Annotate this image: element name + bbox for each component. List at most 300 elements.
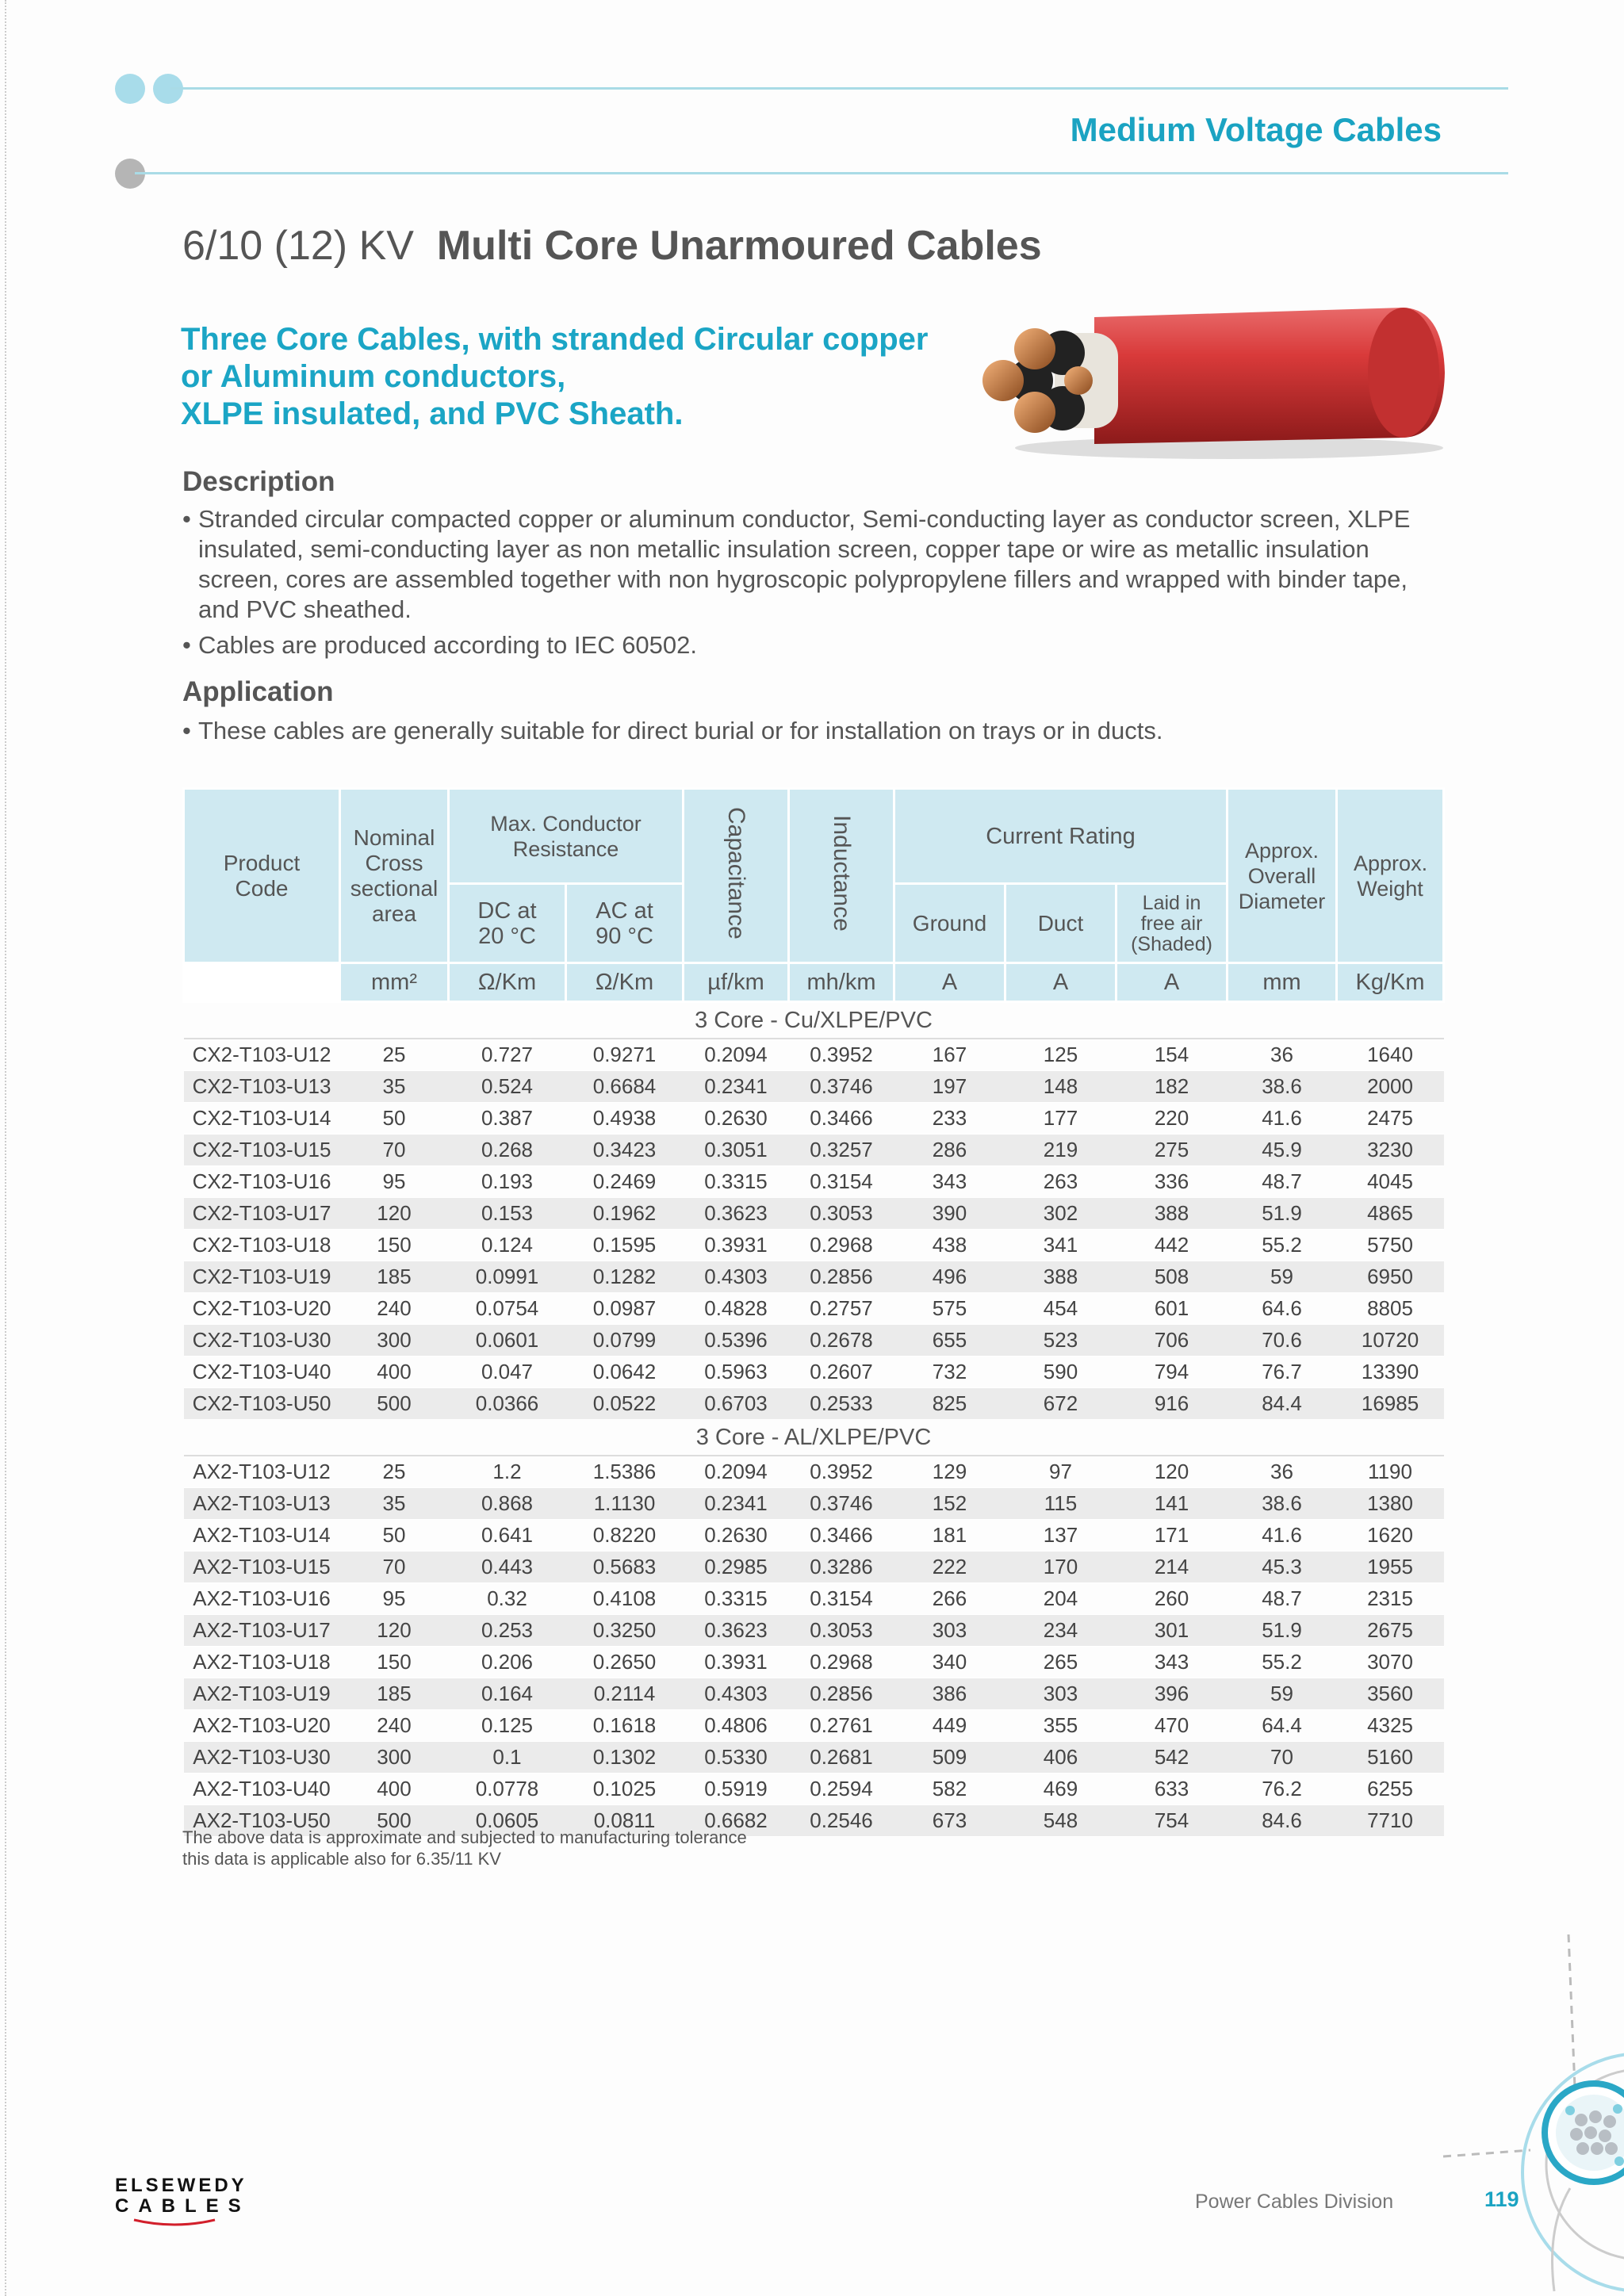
logo-line-2: CABLES <box>115 2195 251 2217</box>
table-cell: 6950 <box>1337 1261 1444 1293</box>
table-cell: 343 <box>894 1166 1005 1198</box>
table-cell: 120 <box>1116 1456 1228 1488</box>
table-cell: 0.193 <box>449 1166 566 1198</box>
elsewedy-logo <box>115 2175 251 2228</box>
table-row <box>184 1520 1444 1552</box>
table-cell: 70 <box>340 1135 449 1166</box>
table-cell: 141 <box>1116 1488 1228 1520</box>
product-code-cell: CX2-T103-U15 <box>184 1135 340 1166</box>
table-cell: 263 <box>1005 1166 1116 1198</box>
table-cell: 1.1130 <box>566 1488 684 1520</box>
table-cell: 41.6 <box>1228 1103 1337 1135</box>
table-cell: 590 <box>1005 1357 1116 1388</box>
table-cell: 0.8220 <box>566 1520 684 1552</box>
table-cell: 59 <box>1228 1261 1337 1293</box>
table-cell: 70 <box>340 1552 449 1583</box>
table-cell: 222 <box>894 1552 1005 1583</box>
table-cell: 0.2761 <box>789 1710 894 1742</box>
table-cell: 0.047 <box>449 1357 566 1388</box>
table-cell: 0.3466 <box>789 1520 894 1552</box>
table-cell: 51.9 <box>1228 1615 1337 1647</box>
table-cell: 386 <box>894 1678 1005 1710</box>
bullet-icon: • <box>182 505 191 533</box>
product-code-cell: CX2-T103-U16 <box>184 1166 340 1198</box>
table-cell: 0.3466 <box>789 1103 894 1135</box>
table-cell: 0.3931 <box>684 1230 789 1261</box>
table-cell: 0.4303 <box>684 1678 789 1710</box>
table-cell: 260 <box>1116 1583 1228 1615</box>
table-cell: 0.0987 <box>566 1293 684 1325</box>
table-cell: 0.2114 <box>566 1678 684 1710</box>
table-cell: 0.0522 <box>566 1388 684 1420</box>
bullet-icon: • <box>182 631 191 659</box>
table-cell: 0.6684 <box>566 1071 684 1103</box>
table-cell: 1380 <box>1337 1488 1444 1520</box>
table-cell: 0.0366 <box>449 1388 566 1420</box>
table-cell: 125 <box>1005 1039 1116 1071</box>
table-cell: 70 <box>1228 1742 1337 1774</box>
table-cell: 36 <box>1228 1456 1337 1488</box>
table-cell: 0.443 <box>449 1552 566 1583</box>
table-cell: 0.524 <box>449 1071 566 1103</box>
table-cell: 152 <box>894 1488 1005 1520</box>
header-top-rule <box>170 87 1508 90</box>
note-line: this data is applicable also for 6.35/11 KV <box>182 1849 501 1869</box>
table-cell: 0.1618 <box>566 1710 684 1742</box>
table-cell: 36 <box>1228 1039 1337 1071</box>
table-cell: 406 <box>1005 1742 1116 1774</box>
table-cell: 438 <box>894 1230 1005 1261</box>
product-code-cell: CX2-T103-U50 <box>184 1388 340 1420</box>
table-row <box>184 1135 1444 1166</box>
table-cell: 233 <box>894 1103 1005 1135</box>
table-cell: 55.2 <box>1228 1647 1337 1678</box>
capacitance-label: Capacitance <box>723 806 749 939</box>
header-current-rating: Current Rating <box>894 789 1228 884</box>
table-cell: 303 <box>1005 1678 1116 1710</box>
description-text: Cables are produced according to IEC 60502. <box>198 631 698 659</box>
table-row <box>184 1261 1444 1293</box>
table-cell: 0.3623 <box>684 1198 789 1230</box>
table-cell: 1620 <box>1337 1520 1444 1552</box>
table-cell: 0.3154 <box>789 1583 894 1615</box>
table-cell: 672 <box>1005 1388 1116 1420</box>
table-cell: 185 <box>340 1678 449 1710</box>
header-inductance <box>789 789 894 963</box>
header-product-code: Product Code <box>184 789 340 963</box>
table-cell: 523 <box>1005 1325 1116 1357</box>
header-max-resistance: Max. Conductor Resistance <box>449 789 684 884</box>
table-cell: 154 <box>1116 1039 1228 1071</box>
table-cell: 84.6 <box>1228 1805 1337 1837</box>
table-cell: 35 <box>340 1488 449 1520</box>
unit-cell: A <box>894 963 1005 1002</box>
header-duct: Duct <box>1005 884 1116 963</box>
application-text: These cables are generally suitable for direct burial or for installation on trays or in ducts. <box>198 717 1163 744</box>
footer-division: Power Cables Division <box>1195 2191 1394 2213</box>
table-cell: 2000 <box>1337 1071 1444 1103</box>
table-cell: 50 <box>340 1103 449 1135</box>
table-cell: 0.2985 <box>684 1552 789 1583</box>
table-cell: 0.387 <box>449 1103 566 1135</box>
table-cell: 0.4828 <box>684 1293 789 1325</box>
table-cell: 171 <box>1116 1520 1228 1552</box>
table-cell: 2675 <box>1337 1615 1444 1647</box>
table-cell: 0.268 <box>449 1135 566 1166</box>
product-code-cell: CX2-T103-U12 <box>184 1039 340 1071</box>
table-cell: 754 <box>1116 1805 1228 1837</box>
product-code-cell: CX2-T103-U20 <box>184 1293 340 1325</box>
table-cell: 275 <box>1116 1135 1228 1166</box>
table-cell: 0.2678 <box>789 1325 894 1357</box>
table-cell: 3560 <box>1337 1678 1444 1710</box>
table-cell: 0.3315 <box>684 1583 789 1615</box>
table-cell: 6255 <box>1337 1774 1444 1805</box>
table-cell: 120 <box>340 1615 449 1647</box>
table-cell: 0.0754 <box>449 1293 566 1325</box>
table-cell: 25 <box>340 1456 449 1488</box>
table-cell: 794 <box>1116 1357 1228 1388</box>
table-cell: 48.7 <box>1228 1166 1337 1198</box>
table-notes <box>182 1827 747 1869</box>
table-cell: 197 <box>894 1071 1005 1103</box>
table-cell: 0.727 <box>449 1039 566 1071</box>
table-cell: 542 <box>1116 1742 1228 1774</box>
table-cell: 509 <box>894 1742 1005 1774</box>
table-cell: 5750 <box>1337 1230 1444 1261</box>
table-cell: 0.1 <box>449 1742 566 1774</box>
table-cell: 302 <box>1005 1198 1116 1230</box>
table-cell: 0.3051 <box>684 1135 789 1166</box>
table-cell: 0.3286 <box>789 1552 894 1583</box>
table-cell: 916 <box>1116 1388 1228 1420</box>
table-cell: 0.2594 <box>789 1774 894 1805</box>
table-cell: 0.5396 <box>684 1325 789 1357</box>
table-cell: 0.4806 <box>684 1710 789 1742</box>
table-cell: 469 <box>1005 1774 1116 1805</box>
table-cell: 0.2757 <box>789 1293 894 1325</box>
table-cell: 45.3 <box>1228 1552 1337 1583</box>
table-cell: 0.2968 <box>789 1230 894 1261</box>
product-code-cell: CX2-T103-U17 <box>184 1198 340 1230</box>
table-cell: 0.1302 <box>566 1742 684 1774</box>
table-row <box>184 1615 1444 1647</box>
table-cell: 1190 <box>1337 1456 1444 1488</box>
table-cell: 38.6 <box>1228 1488 1337 1520</box>
table-cell: 0.2968 <box>789 1647 894 1678</box>
table-cell: 0.153 <box>449 1198 566 1230</box>
table-cell: 70.6 <box>1228 1325 1337 1357</box>
table-cell: 50 <box>340 1520 449 1552</box>
table-cell: 240 <box>340 1710 449 1742</box>
table-cell: 336 <box>1116 1166 1228 1198</box>
table-cell: 825 <box>894 1388 1005 1420</box>
table-row <box>184 1774 1444 1805</box>
table-cell: 633 <box>1116 1774 1228 1805</box>
subtitle-line: Three Core Cables, with stranded Circular copper <box>181 322 929 357</box>
table-cell: 0.2856 <box>789 1678 894 1710</box>
table-cell: 266 <box>894 1583 1005 1615</box>
table-cell: 0.206 <box>449 1647 566 1678</box>
table-cell: 1955 <box>1337 1552 1444 1583</box>
table-cell: 3230 <box>1337 1135 1444 1166</box>
table-cell: 51.9 <box>1228 1198 1337 1230</box>
decorative-cable-graphic <box>1411 1927 1624 2296</box>
table-body <box>184 1002 1444 1837</box>
product-code-cell: AX2-T103-U50 <box>184 1805 340 1837</box>
table-cell: 341 <box>1005 1230 1116 1261</box>
table-cell: 388 <box>1116 1198 1228 1230</box>
product-code-cell: CX2-T103-U14 <box>184 1103 340 1135</box>
page-title <box>182 222 1042 270</box>
table-cell: 64.4 <box>1228 1710 1337 1742</box>
table-cell: 340 <box>894 1647 1005 1678</box>
description-bullet <box>182 504 1451 625</box>
table-cell: 300 <box>340 1742 449 1774</box>
table-cell: 234 <box>1005 1615 1116 1647</box>
header-ground: Ground <box>894 884 1005 963</box>
table-cell: 0.9271 <box>566 1039 684 1071</box>
table-cell: 38.6 <box>1228 1071 1337 1103</box>
table-cell: 97 <box>1005 1456 1116 1488</box>
table-row <box>184 1583 1444 1615</box>
description-text: Stranded circular compacted copper or aluminum conductor, Semi-conducting layer as conductor screen, XLPE insulated, semi-conducting layer as non metallic insulation screen, copper tape or wire as metallic insulation screen, cores are assembled together with non hygroscopic polypropylene fillers and wrapped with binder tape, and PVC sheathed. <box>198 505 1411 623</box>
table-cell: 548 <box>1005 1805 1116 1837</box>
cable-product-image <box>959 285 1451 476</box>
table-cell: 8805 <box>1337 1293 1444 1325</box>
unit-cell: mh/km <box>789 963 894 1002</box>
table-cell: 0.2341 <box>684 1071 789 1103</box>
logo-swoosh-icon <box>131 2217 218 2228</box>
product-code-cell: AX2-T103-U20 <box>184 1710 340 1742</box>
table-cell: 0.6682 <box>684 1805 789 1837</box>
table-cell: 655 <box>894 1325 1005 1357</box>
header-capacitance <box>684 789 789 963</box>
table-cell: 0.2094 <box>684 1039 789 1071</box>
table-cell: 0.0778 <box>449 1774 566 1805</box>
product-code-cell: CX2-T103-U19 <box>184 1261 340 1293</box>
table-cell: 400 <box>340 1357 449 1388</box>
table-cell: 84.4 <box>1228 1388 1337 1420</box>
group-label: 3 Core - Cu/XLPE/PVC <box>184 1002 1444 1039</box>
table-cell: 2475 <box>1337 1103 1444 1135</box>
table-row <box>184 1166 1444 1198</box>
units-empty-cell <box>184 963 340 1002</box>
table-cell: 0.124 <box>449 1230 566 1261</box>
product-code-cell: AX2-T103-U40 <box>184 1774 340 1805</box>
page-number: 119 <box>1484 2187 1519 2211</box>
table-cell: 182 <box>1116 1071 1228 1103</box>
unit-cell: mm <box>1228 963 1337 1002</box>
table-row <box>184 1678 1444 1710</box>
table-cell: 303 <box>894 1615 1005 1647</box>
table-cell: 508 <box>1116 1261 1228 1293</box>
table-cell: 167 <box>894 1039 1005 1071</box>
page-title-bold: Multi Core Unarmoured Cables <box>436 223 1042 269</box>
table-cell: 601 <box>1116 1293 1228 1325</box>
table-cell: 0.5919 <box>684 1774 789 1805</box>
table-cell: 10720 <box>1337 1325 1444 1357</box>
table-cell: 55.2 <box>1228 1230 1337 1261</box>
table-cell: 0.0811 <box>566 1805 684 1837</box>
unit-cell: A <box>1116 963 1228 1002</box>
table-cell: 396 <box>1116 1678 1228 1710</box>
table-cell: 0.0601 <box>449 1325 566 1357</box>
table-cell: 48.7 <box>1228 1583 1337 1615</box>
table-row <box>184 1198 1444 1230</box>
table-cell: 148 <box>1005 1071 1116 1103</box>
table-cell: 0.5683 <box>566 1552 684 1583</box>
table-cell: 181 <box>894 1520 1005 1552</box>
table-cell: 0.868 <box>449 1488 566 1520</box>
product-code-cell: AX2-T103-U13 <box>184 1488 340 1520</box>
table-cell: 0.4303 <box>684 1261 789 1293</box>
table-cell: 115 <box>1005 1488 1116 1520</box>
table-cell: 35 <box>340 1071 449 1103</box>
table-cell: 59 <box>1228 1678 1337 1710</box>
table-cell: 286 <box>894 1135 1005 1166</box>
table-cell: 0.2341 <box>684 1488 789 1520</box>
table-cell: 0.2094 <box>684 1456 789 1488</box>
product-code-cell: AX2-T103-U12 <box>184 1456 340 1488</box>
table-cell: 0.2546 <box>789 1805 894 1837</box>
table-cell: 120 <box>340 1198 449 1230</box>
table-cell: 0.253 <box>449 1615 566 1647</box>
table-cell: 0.3154 <box>789 1166 894 1198</box>
table-cell: 300 <box>340 1325 449 1357</box>
table-cell: 0.3952 <box>789 1456 894 1488</box>
table-cell: 129 <box>894 1456 1005 1488</box>
table-cell: 0.3423 <box>566 1135 684 1166</box>
logo-line-1: ELSEWEDY <box>115 2175 247 2196</box>
table-cell: 0.2607 <box>789 1357 894 1388</box>
header-nominal-area: Nominal Cross sectional area <box>340 789 449 963</box>
table-cell: 0.3053 <box>789 1615 894 1647</box>
cable-data-table <box>182 787 1445 1837</box>
product-code-cell: AX2-T103-U16 <box>184 1583 340 1615</box>
table-cell: 25 <box>340 1039 449 1071</box>
description-bullet <box>182 630 1451 660</box>
table-cell: 41.6 <box>1228 1520 1337 1552</box>
table-cell: 0.3952 <box>789 1039 894 1071</box>
product-code-cell: CX2-T103-U30 <box>184 1325 340 1357</box>
product-code-cell: AX2-T103-U18 <box>184 1647 340 1678</box>
header-weight: Approx. Weight <box>1337 789 1444 963</box>
table-cell: 0.6703 <box>684 1388 789 1420</box>
table-cell: 0.0991 <box>449 1261 566 1293</box>
inductance-label: Inductance <box>829 814 855 932</box>
table-cell: 496 <box>894 1261 1005 1293</box>
table-cell: 4325 <box>1337 1710 1444 1742</box>
table-cell: 0.3315 <box>684 1166 789 1198</box>
table-cell: 0.2630 <box>684 1520 789 1552</box>
product-code-cell: CX2-T103-U18 <box>184 1230 340 1261</box>
table-cell: 0.32 <box>449 1583 566 1615</box>
units-row <box>184 963 1444 1002</box>
table-cell: 214 <box>1116 1552 1228 1583</box>
table-cell: 301 <box>1116 1615 1228 1647</box>
unit-cell: mm² <box>340 963 449 1002</box>
table-cell: 0.164 <box>449 1678 566 1710</box>
header-dot-1 <box>115 74 145 104</box>
application-bullet <box>182 716 1451 746</box>
table-row <box>184 1552 1444 1583</box>
table-cell: 0.2469 <box>566 1166 684 1198</box>
table-cell: 732 <box>894 1357 1005 1388</box>
table-cell: 0.4938 <box>566 1103 684 1135</box>
header-free-air: Laid in free air (Shaded) <box>1116 884 1228 963</box>
table-cell: 343 <box>1116 1647 1228 1678</box>
table-row <box>184 1647 1444 1678</box>
product-code-cell: AX2-T103-U17 <box>184 1615 340 1647</box>
table-cell: 673 <box>894 1805 1005 1837</box>
table-cell: 64.6 <box>1228 1293 1337 1325</box>
table-cell: 240 <box>340 1293 449 1325</box>
table-cell: 470 <box>1116 1710 1228 1742</box>
table-row <box>184 1388 1444 1420</box>
table-cell: 0.2650 <box>566 1647 684 1678</box>
table-cell: 0.3250 <box>566 1615 684 1647</box>
table-cell: 2315 <box>1337 1583 1444 1615</box>
table-cell: 45.9 <box>1228 1135 1337 1166</box>
table-row <box>184 1103 1444 1135</box>
table-cell: 1.5386 <box>566 1456 684 1488</box>
table-cell: 0.3931 <box>684 1647 789 1678</box>
product-code-cell: AX2-T103-U15 <box>184 1552 340 1583</box>
table-row <box>184 1325 1444 1357</box>
table-cell: 0.0642 <box>566 1357 684 1388</box>
table-cell: 0.3623 <box>684 1615 789 1647</box>
table-cell: 0.5963 <box>684 1357 789 1388</box>
table-cell: 95 <box>340 1166 449 1198</box>
unit-cell: Ω/Km <box>449 963 566 1002</box>
table-row <box>184 1039 1444 1071</box>
table-cell: 76.2 <box>1228 1774 1337 1805</box>
table-cell: 219 <box>1005 1135 1116 1166</box>
table-cell: 5160 <box>1337 1742 1444 1774</box>
table-cell: 575 <box>894 1293 1005 1325</box>
table-cell: 400 <box>340 1774 449 1805</box>
table-cell: 7710 <box>1337 1805 1444 1837</box>
subtitle-line: XLPE insulated, and PVC Sheath. <box>181 396 684 431</box>
section-title: Medium Voltage Cables <box>1070 111 1442 148</box>
table-cell: 204 <box>1005 1583 1116 1615</box>
table-cell: 0.0799 <box>566 1325 684 1357</box>
table-cell: 582 <box>894 1774 1005 1805</box>
table-cell: 0.0605 <box>449 1805 566 1837</box>
product-subtitle <box>181 321 958 433</box>
unit-cell: Ω/Km <box>566 963 684 1002</box>
table-cell: 137 <box>1005 1520 1116 1552</box>
header-ac: AC at 90 °C <box>566 884 684 963</box>
table-cell: 150 <box>340 1230 449 1261</box>
table-cell: 706 <box>1116 1325 1228 1357</box>
table-cell: 0.3746 <box>789 1488 894 1520</box>
table-cell: 0.641 <box>449 1520 566 1552</box>
table-group-header <box>184 1002 1444 1039</box>
table-cell: 0.125 <box>449 1710 566 1742</box>
table-cell: 170 <box>1005 1552 1116 1583</box>
table-cell: 95 <box>340 1583 449 1615</box>
table-cell: 13390 <box>1337 1357 1444 1388</box>
header-bottom-rule <box>135 172 1508 174</box>
table-cell: 442 <box>1116 1230 1228 1261</box>
table-cell: 0.1962 <box>566 1198 684 1230</box>
group-label: 3 Core - AL/XLPE/PVC <box>184 1420 1444 1456</box>
table-cell: 0.3257 <box>789 1135 894 1166</box>
table-row <box>184 1488 1444 1520</box>
unit-cell: Kg/Km <box>1337 963 1444 1002</box>
